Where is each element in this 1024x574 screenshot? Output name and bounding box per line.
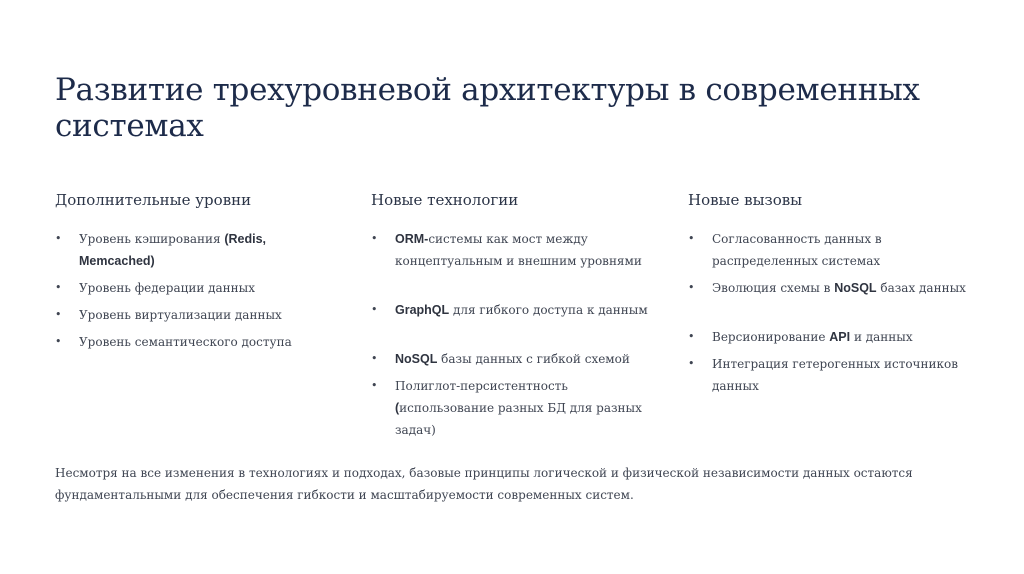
item-text: Интеграция гетерогенных источников данных <box>712 357 958 393</box>
item-highlight: (Redis, Memcached) <box>79 232 267 268</box>
slide-title: Развитие трехуровневой архитектуры в современных системах <box>55 72 920 144</box>
item-highlight: GraphQL <box>395 303 450 317</box>
column-new-technologies <box>371 190 661 446</box>
column-heading: Новые технологии <box>371 191 519 209</box>
list-item <box>371 348 661 370</box>
item-text-post: для гибкого доступа к данным <box>449 303 648 317</box>
column-heading: Новые вызовы <box>688 191 803 209</box>
list-item <box>688 228 978 272</box>
list-item <box>55 304 345 326</box>
item-highlight: ( <box>395 401 400 415</box>
item-highlight: NoSQL <box>834 281 877 295</box>
item-text-post: использование разных БД для разных задач) <box>395 401 642 437</box>
list-item <box>688 326 978 348</box>
item-text: Версионирование <box>712 330 830 344</box>
item-highlight: API <box>829 330 851 344</box>
item-text-post: базах данных <box>876 281 966 295</box>
list-item <box>55 277 345 299</box>
item-text: Уровень семантического доступа <box>79 335 292 349</box>
column-new-challenges <box>688 190 978 402</box>
list-item <box>55 331 345 353</box>
item-text: Уровень виртуализации данных <box>79 308 282 322</box>
item-text-post: базы данных с гибкой схемой <box>437 352 630 366</box>
bullet-list <box>55 228 345 353</box>
list-item <box>55 228 345 272</box>
item-text: Уровень федерации данных <box>79 281 255 295</box>
item-text-post: и данных <box>850 330 913 344</box>
item-text: Согласованность данных в распределенных системах <box>712 232 882 268</box>
bullet-list <box>688 228 978 397</box>
bullet-list <box>371 228 661 441</box>
column-additional-levels <box>55 190 345 358</box>
column-heading: Дополнительные уровни <box>55 191 252 209</box>
list-item <box>688 353 978 397</box>
item-text: Эволюция схемы в <box>712 281 835 295</box>
columns <box>55 190 985 450</box>
item-highlight: ORM- <box>395 232 429 246</box>
item-highlight: NoSQL <box>395 352 438 366</box>
footer-note: Несмотря на все изменения в технологиях и подходах, базовые принципы логической и физической независимости данных остаются фундаментальными для обеспечения гибкости и масштабируемости современных систем. <box>55 466 913 502</box>
list-item <box>371 299 661 321</box>
list-item <box>688 277 978 299</box>
item-text: Полиглот-персистентность <box>395 379 568 393</box>
list-item <box>371 375 661 441</box>
item-text: Уровень кэширования <box>79 232 225 246</box>
item-text-post: системы как мост между концептуальным и внешним уровнями <box>395 232 642 268</box>
list-item <box>371 228 661 272</box>
